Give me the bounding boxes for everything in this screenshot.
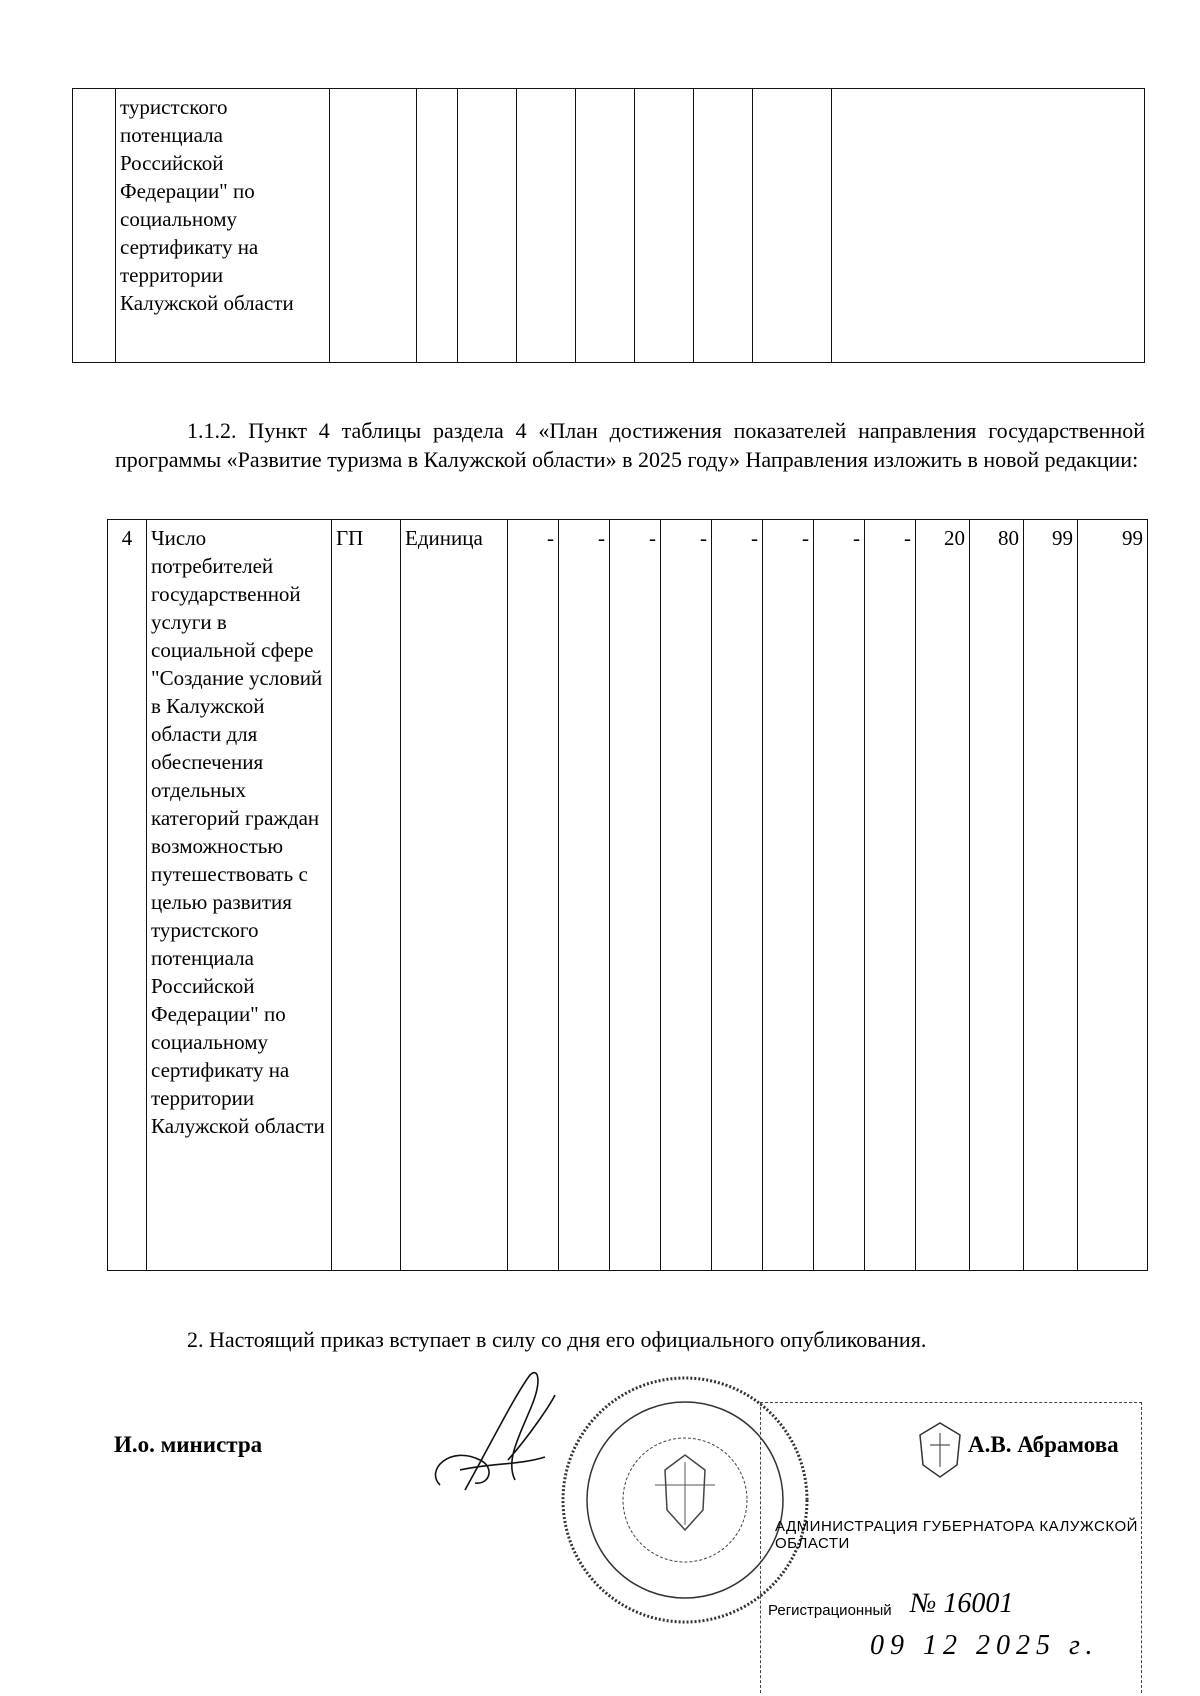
month-value: 20 bbox=[916, 520, 970, 1271]
stamp-organization: АДМИНИСТРАЦИЯ ГУБЕРНАТОРА КАЛУЖСКОЙ ОБЛАСТИ bbox=[775, 1518, 1138, 1552]
stamp-registration-number: № 16001 bbox=[910, 1588, 1014, 1619]
stamp-registration-label: Регистрационный bbox=[768, 1602, 892, 1619]
handwritten-signature bbox=[420, 1365, 570, 1510]
indicator-name: Число потребителей государственной услуги в социальной сфере "Создание условий в Калужской области для обеспечения отдельных категорий граждан возможностью путешествовать с целью развития туристского потенциала Российской Федерации" по социальному сертификату на территории Калужской области bbox=[147, 520, 332, 1271]
month-value: 99 bbox=[1024, 520, 1078, 1271]
month-value: - bbox=[712, 520, 763, 1271]
table-cell-indicator: туристского потенциала Российской Федерации" по социальному сертификату на территории Калужской области bbox=[116, 89, 330, 363]
month-value: - bbox=[661, 520, 712, 1271]
unit-cell: Единица bbox=[401, 520, 508, 1271]
table-cell bbox=[417, 89, 458, 363]
continued-table bbox=[72, 88, 1145, 363]
table-cell bbox=[73, 89, 116, 363]
indicator-table bbox=[107, 519, 1148, 1271]
amendment-paragraph: 1.1.2. Пункт 4 таблицы раздела 4 «План достижения показателей направления государственной программы «Развитие туризма в Калужской области» в 2025 году» Направления изложить в новой редакции: bbox=[115, 418, 1145, 472]
table-cell bbox=[458, 89, 517, 363]
table-cell bbox=[832, 89, 1145, 363]
month-value: - bbox=[508, 520, 559, 1271]
level-cell: ГП bbox=[332, 520, 401, 1271]
month-value: - bbox=[610, 520, 661, 1271]
year-end-value: 99 bbox=[1078, 520, 1148, 1271]
month-value: - bbox=[814, 520, 865, 1271]
month-value: - bbox=[763, 520, 814, 1271]
coat-of-arms-icon bbox=[905, 1415, 975, 1485]
table-cell bbox=[330, 89, 417, 363]
signatory-role: И.о. министра bbox=[114, 1432, 263, 1457]
month-value: 80 bbox=[970, 520, 1024, 1271]
table-row bbox=[108, 520, 1148, 1271]
table-cell bbox=[694, 89, 753, 363]
stamp-registration-date: 09 12 2025 г. bbox=[870, 1630, 1099, 1661]
month-value: - bbox=[865, 520, 916, 1271]
row-number: 4 bbox=[108, 520, 147, 1271]
month-value: - bbox=[559, 520, 610, 1271]
signatory-name: А.В. Абрамова bbox=[968, 1432, 1119, 1457]
effective-clause: 2. Настоящий приказ вступает в силу со дня его официального опубликования. bbox=[187, 1327, 927, 1352]
table-cell bbox=[576, 89, 635, 363]
table-cell bbox=[517, 89, 576, 363]
table-cell bbox=[635, 89, 694, 363]
table-cell bbox=[753, 89, 832, 363]
